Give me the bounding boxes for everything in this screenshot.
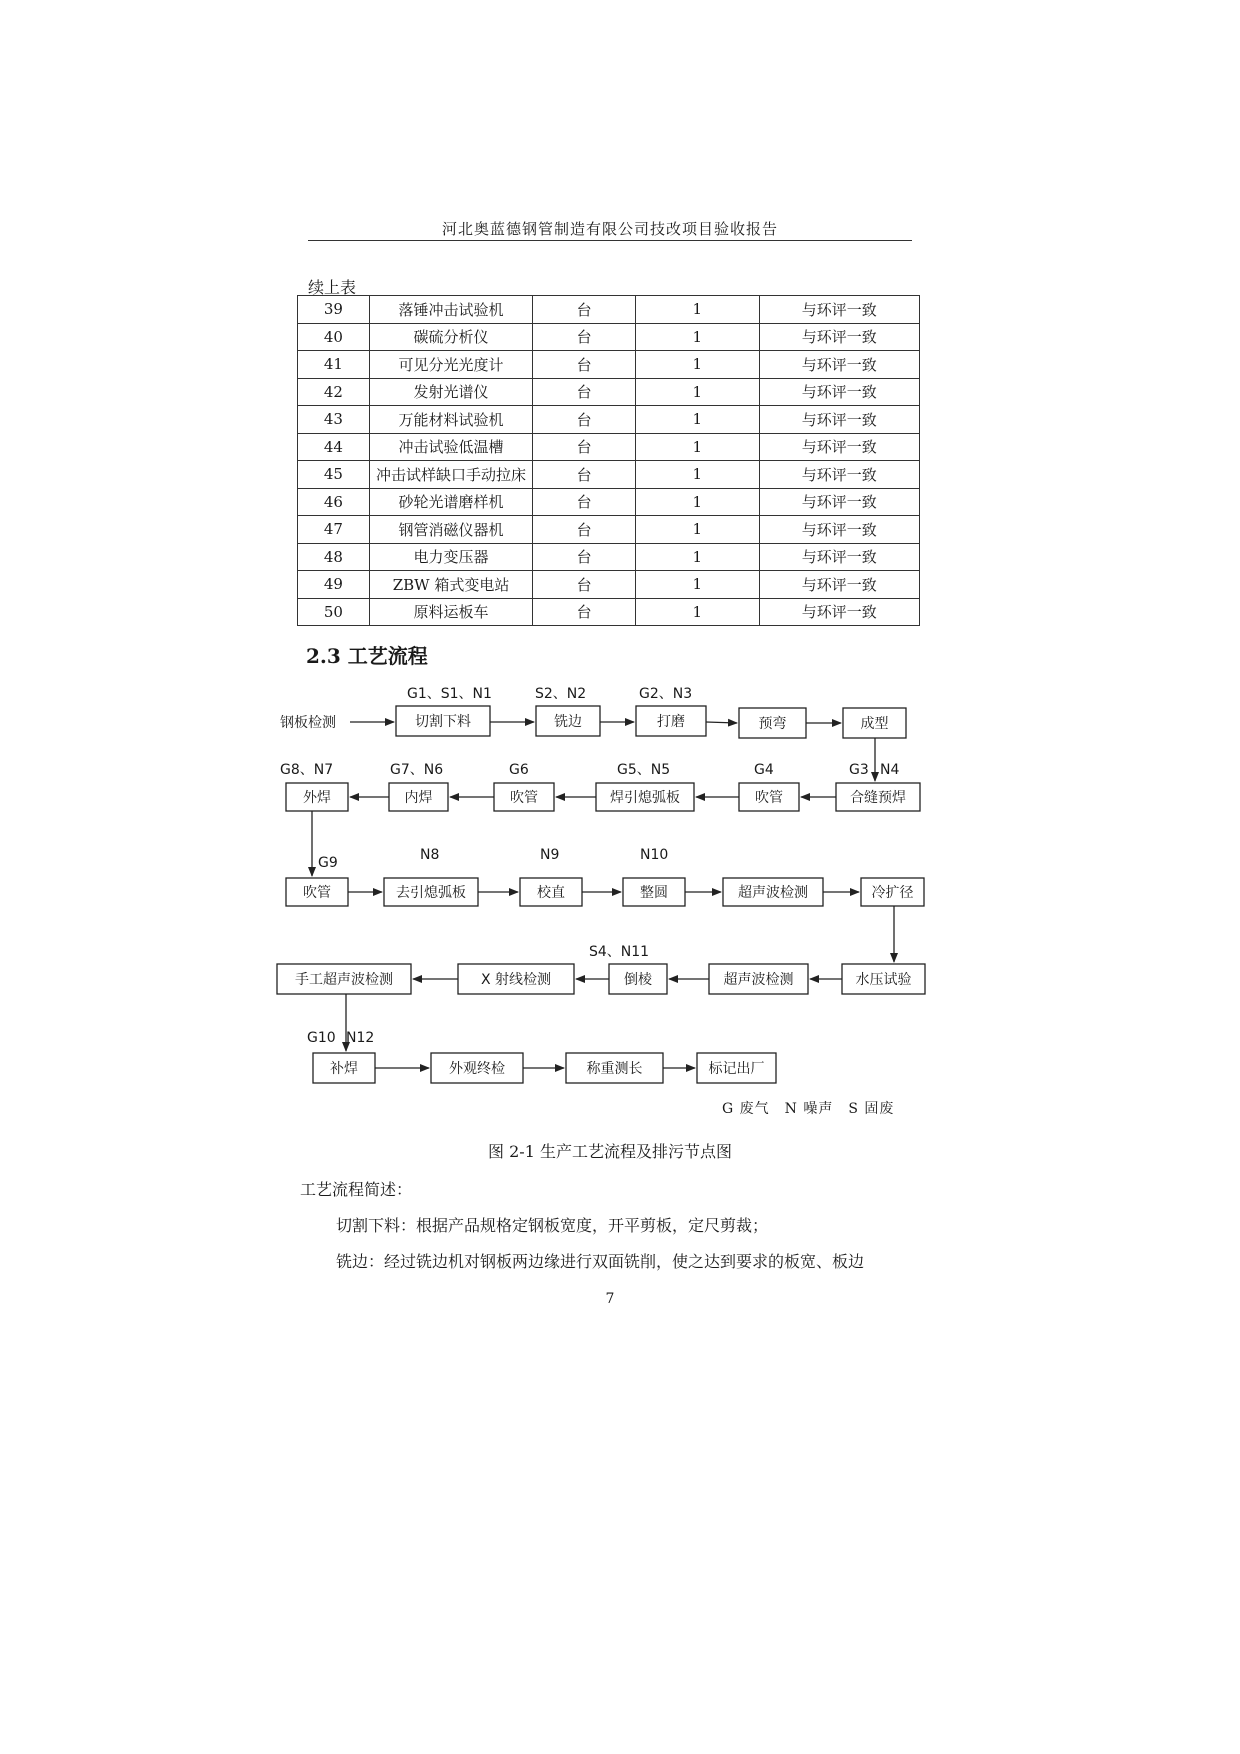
flow-step-label: 外观终检 [449, 1061, 505, 1077]
row-number: 40 [298, 323, 370, 351]
flow-step-label: 铣边 [554, 714, 582, 730]
equipment-name: 电力变压器 [369, 543, 533, 571]
equipment-name: 冲击试样缺口手动拉床 [369, 461, 533, 489]
status: 与环评一致 [759, 406, 919, 434]
process-step-cutting: 切割下料：根据产品规格定钢板宽度，开平剪板，定尺剪裁； [336, 1216, 769, 1235]
section-heading: 2.3 工艺流程 [306, 644, 428, 668]
pollution-node-label: G5、N5 [617, 762, 671, 778]
flow-step-label: 倒棱 [624, 972, 652, 988]
quantity: 1 [635, 433, 759, 461]
table-row [298, 406, 920, 434]
unit: 台 [533, 598, 636, 626]
table-row [298, 543, 920, 571]
flow-step-label: 吹管 [510, 790, 538, 806]
flow-step-box [843, 708, 906, 738]
table-row [298, 516, 920, 544]
row-number: 42 [298, 378, 370, 406]
pollution-node-label: G2、N3 [639, 686, 693, 702]
equipment-name: 发射光谱仪 [369, 378, 533, 406]
flow-step-label: 外焊 [303, 790, 331, 806]
flow-step-label: 水压试验 [855, 972, 912, 988]
equipment-table [297, 295, 920, 626]
pollution-node-label: N12 [346, 1030, 375, 1046]
flow-step-box [723, 878, 823, 906]
quantity: 1 [635, 543, 759, 571]
pollution-node-label: N8 [420, 847, 440, 863]
equipment-name: 落锤冲击试验机 [369, 296, 533, 324]
pollution-node-label: N10 [640, 847, 669, 863]
flow-step-label: 吹管 [303, 885, 331, 901]
unit: 台 [533, 323, 636, 351]
table-row [298, 571, 920, 599]
flow-step-box [458, 964, 574, 994]
table-row [298, 378, 920, 406]
status: 与环评一致 [759, 323, 919, 351]
status: 与环评一致 [759, 488, 919, 516]
row-number: 48 [298, 543, 370, 571]
row-number: 45 [298, 461, 370, 489]
flow-step-box [431, 1053, 523, 1083]
flow-step-box [739, 708, 806, 738]
row-number: 44 [298, 433, 370, 461]
equipment-name: 原料运板车 [369, 598, 533, 626]
flow-step-label: X 射线检测 [480, 972, 552, 988]
flow-step-box [313, 1053, 375, 1083]
flow-step-box [709, 964, 808, 994]
flow-step-label: 整圆 [640, 885, 668, 901]
quantity: 1 [635, 296, 759, 324]
flow-step-box [384, 878, 478, 906]
unit: 台 [533, 296, 636, 324]
quantity: 1 [635, 378, 759, 406]
flow-step-label: 手工超声波检测 [295, 972, 393, 988]
unit: 台 [533, 571, 636, 599]
quantity: 1 [635, 351, 759, 379]
table-row [298, 488, 920, 516]
pollution-node-label: S4、N11 [589, 944, 650, 960]
status: 与环评一致 [759, 461, 919, 489]
pollution-node-label: G10 [307, 1030, 336, 1046]
flow-step-label: 切割下料 [415, 714, 471, 730]
flow-step-label: 打磨 [657, 714, 685, 730]
unit: 台 [533, 351, 636, 379]
row-number: 39 [298, 296, 370, 324]
flow-step-box [494, 783, 554, 811]
flow-step-label: 称重测长 [586, 1061, 643, 1077]
pollution-node-label: S2、N2 [535, 686, 587, 702]
table-row [298, 296, 920, 324]
status: 与环评一致 [759, 598, 919, 626]
flow-step-label: 成型 [860, 716, 889, 732]
page-number: 7 [605, 1291, 615, 1307]
status: 与环评一致 [759, 296, 919, 324]
figure-caption: 图 2-1 生产工艺流程及排污节点图 [488, 1142, 732, 1161]
equipment-name: 砂轮光谱磨样机 [369, 488, 533, 516]
table-continued-label: 续上表 [308, 278, 357, 297]
flow-start-label: 钢板检测 [280, 715, 336, 731]
table-row [298, 598, 920, 626]
equipment-name: ZBW 箱式变电站 [369, 571, 533, 599]
status: 与环评一致 [759, 378, 919, 406]
flow-step-label: 合缝预焊 [850, 790, 906, 806]
flow-step-label: 去引熄弧板 [396, 885, 466, 901]
unit: 台 [533, 461, 636, 489]
unit: 台 [533, 378, 636, 406]
flow-step-box [389, 783, 448, 811]
row-number: 43 [298, 406, 370, 434]
status: 与环评一致 [759, 351, 919, 379]
flow-step-label: 补焊 [330, 1061, 358, 1077]
equipment-name: 碳硫分析仪 [369, 323, 533, 351]
flow-step-box [566, 1053, 663, 1083]
flow-step-label: 吹管 [755, 790, 783, 806]
unit: 台 [533, 516, 636, 544]
equipment-name: 可见分光光度计 [369, 351, 533, 379]
flow-step-box [520, 878, 582, 906]
equipment-name: 万能材料试验机 [369, 406, 533, 434]
flow-step-box [536, 706, 600, 736]
pollution-node-label: G6 [509, 762, 529, 778]
pollution-node-label: G9 [318, 855, 338, 871]
flow-step-box [596, 783, 694, 811]
quantity: 1 [635, 571, 759, 599]
flow-step-box [277, 964, 411, 994]
process-intro: 工艺流程简述： [300, 1180, 413, 1199]
flow-step-box [861, 878, 924, 906]
pollution-node-label: N4 [880, 762, 900, 778]
flow-step-box [739, 783, 799, 811]
report-header: 河北奥蓝德钢管制造有限公司技改项目验收报告 [441, 220, 778, 238]
flow-arrow [706, 722, 737, 723]
process-step-milling: 铣边：经过铣边机对钢板两边缘进行双面铣削，使之达到要求的板宽、板边 [336, 1252, 865, 1271]
pollution-node-label: G8、N7 [280, 762, 334, 778]
quantity: 1 [635, 598, 759, 626]
flow-step-label: 超声波检测 [738, 885, 808, 901]
equipment-name: 钢管消磁仪器机 [369, 516, 533, 544]
quantity: 1 [635, 488, 759, 516]
status: 与环评一致 [759, 433, 919, 461]
row-number: 47 [298, 516, 370, 544]
quantity: 1 [635, 323, 759, 351]
process-flow-diagram [0, 670, 1240, 1095]
quantity: 1 [635, 461, 759, 489]
flow-step-box [842, 964, 925, 994]
flow-step-label: 预弯 [758, 716, 787, 732]
flow-step-box [396, 706, 490, 736]
unit: 台 [533, 433, 636, 461]
unit: 台 [533, 543, 636, 571]
flow-legend: G 废气 N 噪声 S 固废 [722, 1101, 895, 1117]
equipment-name: 冲击试验低温槽 [369, 433, 533, 461]
flow-step-box [286, 878, 348, 906]
row-number: 46 [298, 488, 370, 516]
header-divider [308, 240, 912, 241]
flow-step-box [697, 1053, 776, 1083]
flow-step-box [636, 706, 706, 736]
flow-step-label: 冷扩径 [871, 885, 914, 901]
flow-step-label: 超声波检测 [723, 972, 794, 988]
flow-step-label: 校直 [537, 885, 565, 901]
status: 与环评一致 [759, 543, 919, 571]
status: 与环评一致 [759, 516, 919, 544]
pollution-node-label: G1、S1、N1 [407, 686, 492, 702]
flow-step-label: 内焊 [404, 790, 433, 806]
quantity: 1 [635, 516, 759, 544]
pollution-node-label: G3 [849, 762, 869, 778]
row-number: 41 [298, 351, 370, 379]
row-number: 50 [298, 598, 370, 626]
unit: 台 [533, 406, 636, 434]
table-row [298, 433, 920, 461]
flow-step-box [286, 783, 348, 811]
flow-step-label: 焊引熄弧板 [610, 790, 680, 806]
flow-step-box [609, 964, 667, 994]
quantity: 1 [635, 406, 759, 434]
flow-step-box [623, 878, 685, 906]
row-number: 49 [298, 571, 370, 599]
pollution-node-label: N9 [540, 847, 560, 863]
unit: 台 [533, 488, 636, 516]
flow-step-box [836, 783, 920, 811]
table-row [298, 461, 920, 489]
status: 与环评一致 [759, 571, 919, 599]
table-row [298, 323, 920, 351]
flow-step-label: 标记出厂 [708, 1061, 765, 1077]
pollution-node-label: G7、N6 [390, 762, 444, 778]
pollution-node-label: G4 [754, 762, 774, 778]
table-row [298, 351, 920, 379]
